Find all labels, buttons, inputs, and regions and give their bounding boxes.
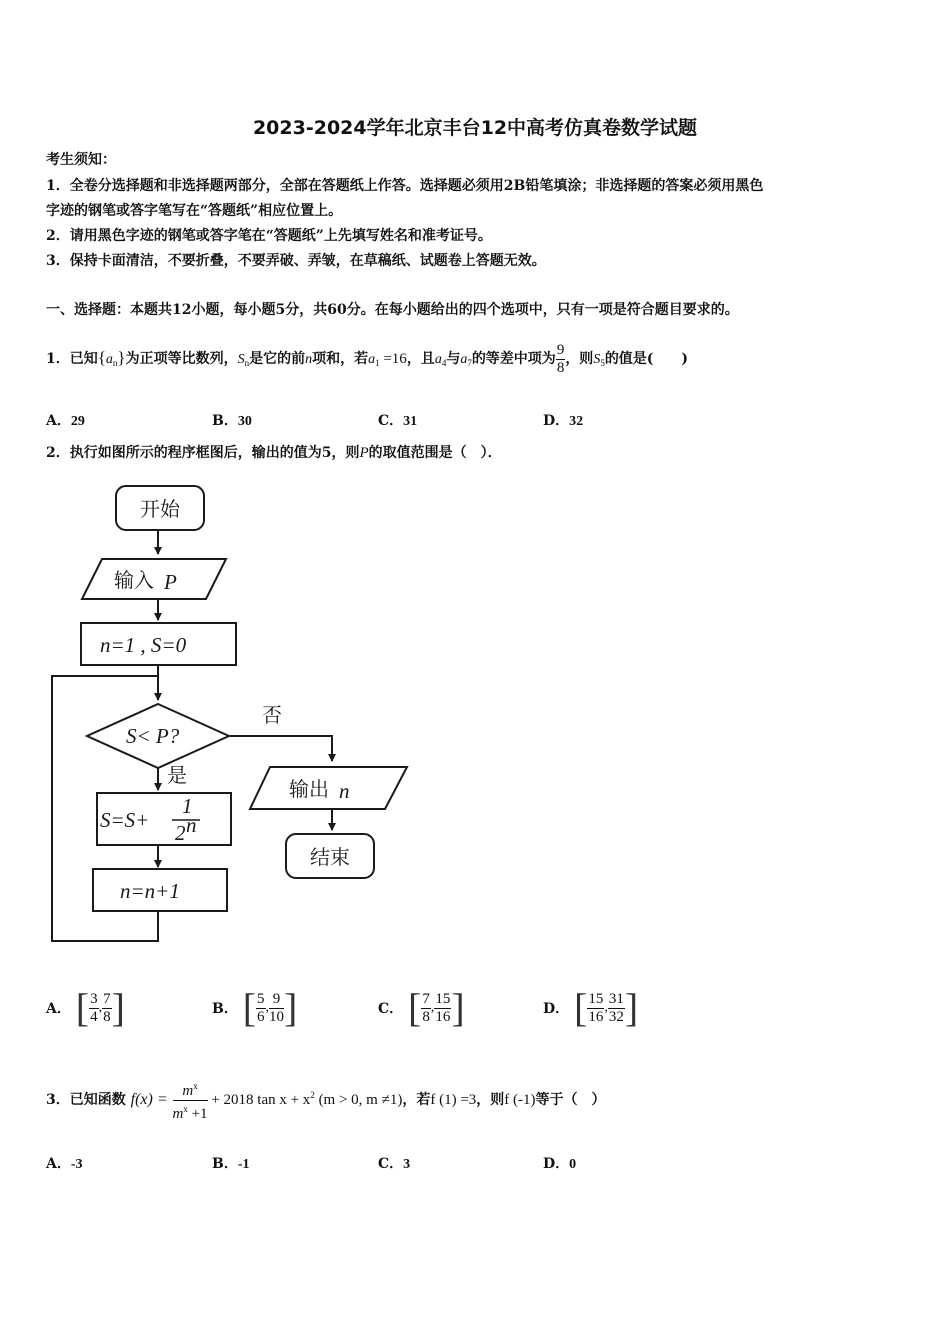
- q2-option-c[interactable]: C． [ $\frac{7}{8}$ , $\frac{15}{16}$ ]: [378, 985, 465, 1030]
- question-3: 3．已知函数 f(x) = $\frac{m^x}{m^x +1}$ + 2018 $\tan x + x^2$ (m > 0, m ≠1)，若f (1) =3，则f (-1)等于（ ）: [46, 1075, 606, 1123]
- q3-option-a[interactable]: A．-3: [46, 1156, 83, 1172]
- q1-option-b[interactable]: B．30: [212, 413, 252, 429]
- page-title: 2023-2024学年北京丰台12中高考仿真卷数学试题: [252, 117, 698, 139]
- flow-input-label: 输入: [114, 570, 154, 592]
- flow-update-num: 1: [182, 794, 193, 818]
- notice-item-3: 3．保持卡面清洁，不要折叠，不要弄破、弄皱，在草稿纸、试题卷上答题无效。: [46, 253, 546, 269]
- flow-output-var: n: [339, 779, 350, 803]
- q3-option-b[interactable]: B．-1: [212, 1156, 250, 1172]
- q2-option-a[interactable]: A． [ $\frac{3}{4}$ , $\frac{7}{8}$ ]: [46, 985, 125, 1030]
- notice-item-2: 2．请用黑色字迹的钢笔或答字笔在“答题纸”上先填写姓名和准考证号。: [46, 228, 492, 244]
- question-2: 2．执行如图所示的程序框图后，输出的值为5，则P的取值范围是（ ）．: [46, 445, 502, 461]
- notice-heading: 考生须知：: [46, 152, 116, 168]
- flow-condition-label: S< P?: [126, 724, 180, 748]
- flow-init-label: n=1 , S=0: [100, 633, 187, 657]
- notice-item-1-line-2: 字迹的钢笔或答字笔写在“答题纸”相应位置上。: [46, 203, 343, 219]
- flow-input-var: P: [164, 570, 177, 594]
- flow-start-label: 开始: [140, 499, 180, 521]
- flow-update-den: 2: [175, 821, 186, 845]
- flow-increment-label: n=n+1: [120, 879, 180, 903]
- q1-option-c[interactable]: C．31: [378, 413, 418, 429]
- q2-option-b[interactable]: B． [ $\frac{5}{6}$ , $\frac{9}{10}$ ]: [212, 985, 298, 1030]
- q1-option-a[interactable]: A．29: [46, 413, 85, 429]
- section-heading: 一、选择题：本题共12小题，每小题5分，共60分。在每小题给出的四个选项中，只有一项是符合题目要求的。: [46, 302, 739, 318]
- flow-update-lhs: S=S+: [100, 808, 150, 832]
- q1-option-d[interactable]: D．32: [543, 413, 584, 429]
- flow-no-label: 否: [262, 705, 282, 727]
- q3-option-d[interactable]: D．0: [543, 1156, 577, 1172]
- flow-output-label: 输出: [289, 779, 329, 801]
- flow-yes-label: 是: [167, 765, 187, 787]
- function-fraction: $\frac{m^x}{m^x +1}$: [173, 1078, 208, 1123]
- question-1: 1．已知$\{a_n\}$为正项等比数列，$S_n$是它的前n项和，若$a_1 =16$，且$a_4$与$a_7$的等差中项为 $\frac{9}{8}$ ，则$S_5$的值是( ): [46, 341, 689, 376]
- flow-end-label: 结束: [310, 847, 350, 869]
- flow-update-den-exp: n: [186, 813, 197, 837]
- program-flowchart: [40, 478, 420, 948]
- q2-option-d[interactable]: D． [ $\frac{15}{16}$ , $\frac{31}{32}$ ]: [543, 985, 639, 1030]
- q3-option-c[interactable]: C．3: [378, 1156, 411, 1172]
- notice-item-1-line-1: 1．全卷分选择题和非选择题两部分，全部在答题纸上作答。选择题必须用2B铅笔填涂；非选择题的答案必须用黑色: [46, 178, 764, 194]
- fraction-nine-eighths: $\frac{9}{8}$: [556, 341, 565, 376]
- input-box: [82, 559, 226, 599]
